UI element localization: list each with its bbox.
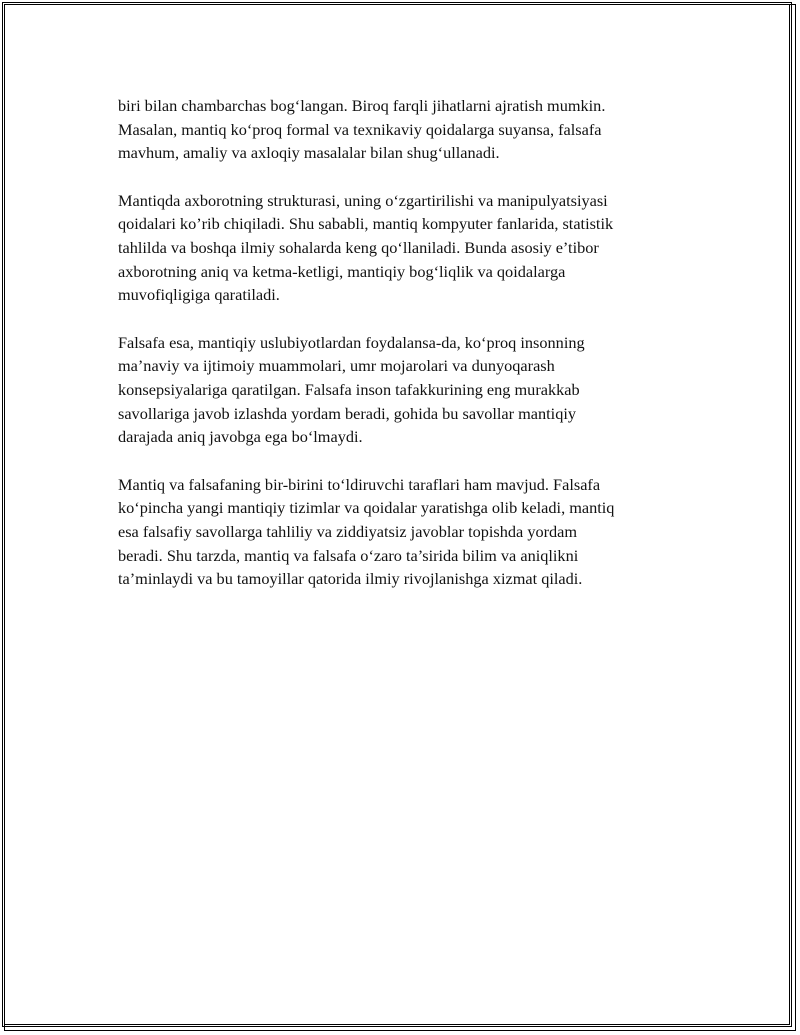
paragraph-line: axborotning aniq va ketma-ketligi, mantiqiy bog‘liqlik va qoidalarga (118, 261, 566, 281)
paragraph-line: konsepsiyalariga qaratilgan. Falsafa inson tafakkurining eng murakkab (118, 380, 580, 400)
paragraph-4 (118, 473, 698, 592)
paragraph-line: darajada aniq javobga ega bo‘lmaydi. (118, 427, 363, 447)
paragraph-line: savollariga javob izlashda yordam beradi, gohida bu savollar mantiqiy (118, 403, 577, 423)
document-body (118, 94, 698, 615)
paragraph-line: Falsafa esa, mantiqiy uslubiyotlardan foydalansa-da, ko‘proq insonning (118, 332, 585, 352)
paragraph-line: qoidalari ko’rib chiqiladi. Shu sababli, mantiq kompyuter fanlarida, statistik (118, 214, 614, 234)
paragraph-3 (118, 331, 698, 450)
paragraph-2 (118, 189, 698, 308)
paragraph-line: esa falsafiy savollarga tahliliy va ziddiyatsiz javoblar topishda yordam (118, 522, 578, 542)
paragraph-line: Masalan, mantiq ko‘proq formal va texnikaviy qoidalarga suyansa, falsafa (118, 119, 602, 139)
paragraph-line: biri bilan chambarchas bog‘langan. Biroq farqli jihatlarni ajratish mumkin. (118, 96, 606, 115)
paragraph-line: Mantiqda axborotning strukturasi, uning o‘zgartirilishi va manipulyatsiyasi (118, 190, 608, 210)
paragraph-line: ko‘pincha yangi mantiqiy tizimlar va qoidalar yaratishga olib keladi, mantiq (118, 498, 615, 518)
paragraph-line: Mantiq va falsafaning bir-birini to‘ldiruvchi taraflari ham mavjud. Falsafa (118, 474, 601, 494)
paragraph-line: ma’naviy va ijtimoiy muammolari, umr mojarolari va dunyoqarash (118, 356, 555, 376)
paragraph-line: beradi. Shu tarzda, mantiq va falsafa o‘zaro ta’sirida bilim va aniqlikni (118, 545, 579, 565)
paragraph-line: tahlilda va boshqa ilmiy sohalarda keng qo‘llaniladi. Bunda asosiy e’tibor (118, 238, 599, 258)
paragraph-line: ta’minlaydi va bu tamoyillar qatorida ilmiy rivojlanishga xizmat qiladi. (118, 569, 583, 589)
paragraph-line: muvofiqligiga qaratiladi. (118, 285, 280, 305)
paragraph-1 (118, 94, 698, 165)
paragraph-line: mavhum, amaliy va axloqiy masalalar bilan shug‘ullanadi. (118, 143, 500, 163)
